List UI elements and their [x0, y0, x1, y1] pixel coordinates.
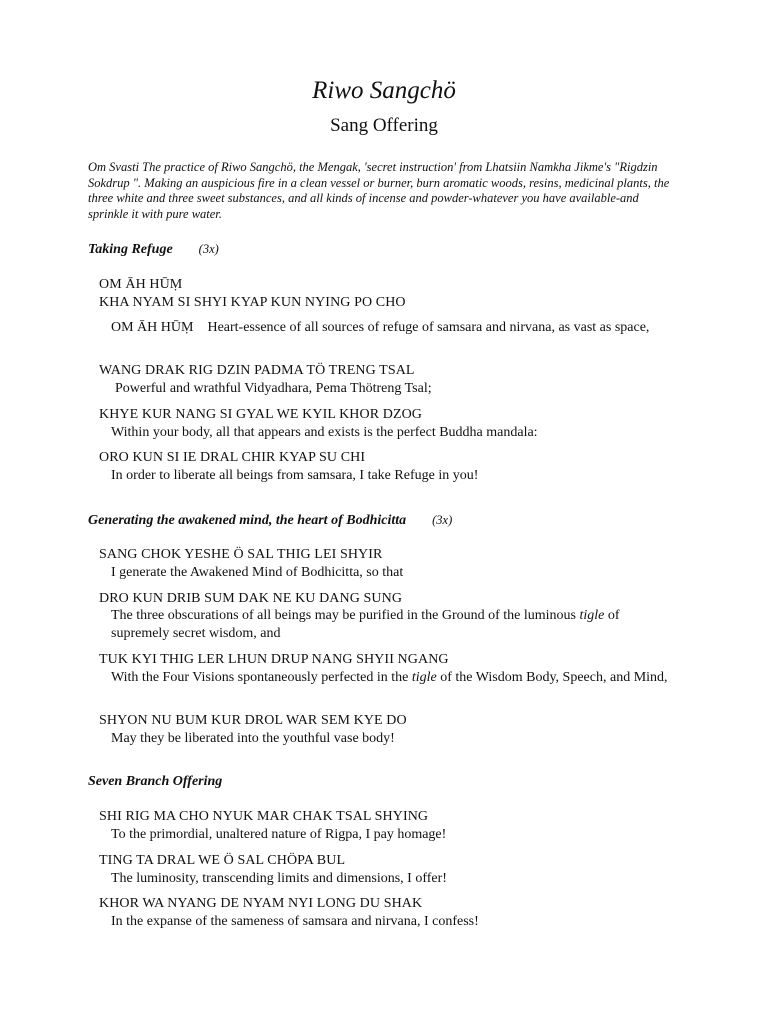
section-heading-text: Generating the awakened mind, the heart of Bodhicitta — [88, 513, 407, 528]
translation-line: May they be liberated into the youthful vase body! — [111, 731, 395, 746]
tibetan-line: KHOR WA NYANG DE NYAM NYI LONG DU SHAK — [99, 896, 423, 911]
repeat-note: (3x) — [198, 242, 219, 256]
tibetan-line: KHYE KUR NANG SI GYAL WE KYIL KHOR DZOG — [99, 407, 423, 422]
translation-line: Powerful and wrathful Vidyadhara, Pema Thötreng Tsal; — [115, 381, 432, 396]
tibetan-line: KHA NYAM SI SHYI KYAP KUN NYING PO CHO — [99, 295, 406, 310]
document-subtitle: Sang Offering — [330, 115, 438, 136]
translation-line — [111, 319, 681, 337]
section-heading-text: Taking Refuge — [88, 242, 173, 257]
intro-paragraph: Om Svasti The practice of Riwo Sangchö, the Mengak, 'secret instruction' from Lhatsiin Namkha Jikme's "Rigdzin Sokdrup ". Making an auspicious fire in a clean vessel or burner, burn aromatic woods, resins, medicinal plants, the three white and three sweet substances, and all kinds of incense and powder-whatever you have available-and sprinkle it with pure water. — [88, 160, 670, 221]
translation-line: In order to liberate all beings from samsara, I take Refuge in you! — [111, 468, 479, 483]
translation-line: To the primordial, unaltered nature of Rigpa, I pay homage! — [111, 827, 447, 842]
tibetan-line: SHYON NU BUM KUR DROL WAR SEM KYE DO — [99, 713, 407, 728]
translation-line: The luminosity, transcending limits and dimensions, I offer! — [111, 871, 447, 886]
tibetan-line: TUK KYI THIG LER LHUN DRUP NANG SHYII NGANG — [99, 652, 449, 667]
tibetan-line: SANG CHOK YESHE Ö SAL THIG LEI SHYIR — [99, 547, 383, 562]
mantra-text: OM ĀH HŪṂ — [111, 320, 194, 335]
translation-line: Within your body, all that appears and exists is the perfect Buddha mandala: — [111, 425, 538, 440]
section-heading-refuge — [88, 240, 219, 259]
tibetan-line: TING TA DRAL WE Ö SAL CHÖPA BUL — [99, 853, 346, 868]
tibetan-line: WANG DRAK RIG DZIN PADMA TÖ TRENG TSAL — [99, 363, 415, 378]
section-heading-bodhicitta — [88, 511, 452, 530]
translation-line: I generate the Awakened Mind of Bodhicitta, so that — [111, 565, 404, 580]
italic-term: tigle — [579, 608, 605, 623]
document-title: Riwo Sangchö — [312, 77, 456, 104]
translation-text: of supremely secret wisdom, and — [111, 608, 620, 641]
italic-term: tigle — [411, 670, 437, 685]
tibetan-line: SHI RIG MA CHO NYUK MAR CHAK TSAL SHYING — [99, 809, 429, 824]
translation-line — [111, 607, 681, 643]
translation-text: With the Four Visions spontaneously perfected in the — [111, 670, 409, 685]
section-heading-text: Seven Branch Offering — [88, 774, 223, 789]
translation-text: The three obscurations of all beings may be purified in the Ground of the luminous — [111, 608, 577, 623]
translation-text: of the Wisdom Body, Speech, and Mind, — [440, 670, 668, 685]
tibetan-line: DRO KUN DRIB SUM DAK NE KU DANG SUNG — [99, 591, 403, 606]
tibetan-line: ORO KUN SI IE DRAL CHIR KYAP SU CHI — [99, 450, 366, 465]
section-heading-seven-branch — [88, 773, 222, 791]
translation-text: Heart-essence of all sources of refuge of samsara and nirvana, as vast as space, — [207, 320, 650, 335]
translation-line — [111, 669, 681, 687]
translation-line: In the expanse of the sameness of samsara and nirvana, I confess! — [111, 914, 479, 929]
tibetan-line: OM ĀH HŪṂ — [99, 277, 183, 292]
repeat-note: (3x) — [432, 513, 453, 527]
